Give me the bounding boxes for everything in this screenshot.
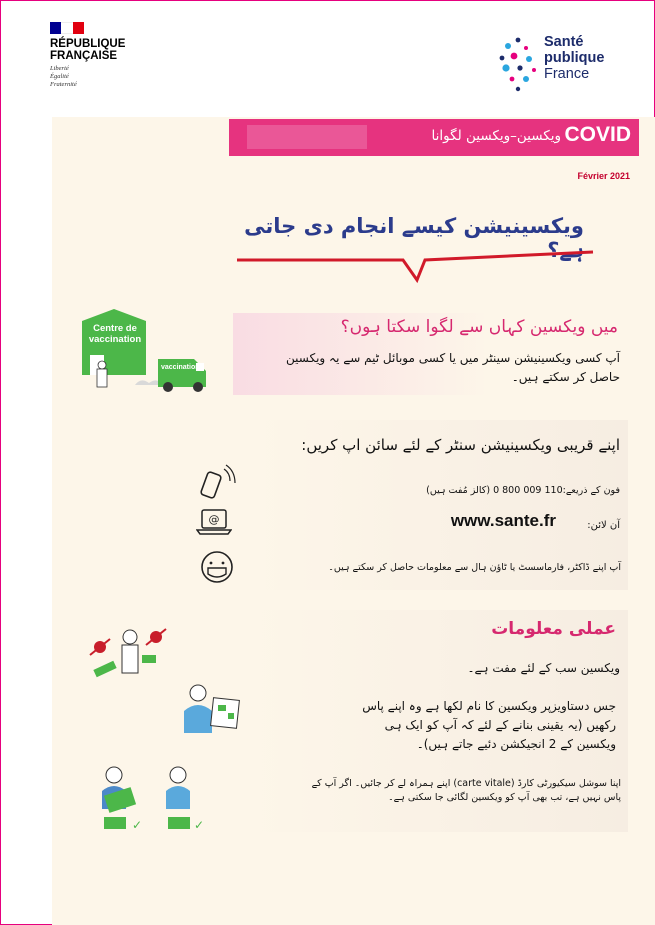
- vaccination-centre-illustration: [80, 307, 228, 393]
- covid-banner: [229, 119, 639, 156]
- people-with-carte-vitale-icon: [96, 765, 208, 833]
- speech-bubble-icon: [235, 248, 595, 284]
- rf-motto-line-2: Égalité: [50, 73, 69, 80]
- card-line-1: اپنا سوشل سیکیورٹی کارڈ (carte vitale) اپنے ہمراہ لے کر جائیں۔ اگر آپ کے: [311, 778, 621, 789]
- document-line-1: جس دستاویزپر ویکسین کا نام لکھا ہے وہ اپنے پاس: [362, 699, 616, 713]
- banner-accent-box: [247, 125, 367, 149]
- where-body-line-2: حاصل کر سکتے ہیں۔: [511, 370, 620, 384]
- where-body-line-1: آپ کسی ویکسینیشن سینٹر میں یا کسی موبائل ٹیم سے یہ ویکسین: [286, 351, 620, 365]
- masked-face-icon: [200, 550, 234, 584]
- banner-subtitle: ویکسین–ویکسین لگوانا: [431, 128, 561, 144]
- spf-line-1: Santé: [544, 34, 584, 50]
- sante-publique-france-logo: [496, 32, 626, 96]
- centre-label-line-1: Centre de: [93, 323, 137, 334]
- svg-text:@: @: [208, 513, 220, 526]
- doctor-text: آپ اپنے ڈاکٹر، فارماسسٹ یا ٹاؤن ہال سے معلومات حاصل کر سکتے ہیں۔: [328, 562, 621, 573]
- vaccination-centre-icon: [80, 307, 228, 393]
- mobile-phone-icon: [198, 463, 240, 503]
- card-line-2: پاس نہیں ہے، تب بھی آپ کو ویکسین لگائی جا سکتی ہے۔: [388, 792, 621, 803]
- french-flag-icon: [50, 22, 84, 34]
- spf-line-2: publique: [544, 50, 605, 66]
- where-heading: میں ویکسین کہاں سے لگوا سکتا ہوں؟: [340, 317, 618, 337]
- svg-text:✓: ✓: [132, 818, 143, 832]
- sante-publique-dots-icon: [496, 32, 542, 96]
- page-title: ویکسینیشن کیسے انجام دی جاتی ہے؟: [244, 214, 584, 262]
- centre-label-line-2: vaccination: [88, 334, 142, 345]
- phone-text: فون کے ذریعے:110 009 800 0 (کالز مُفت ہیں): [426, 485, 620, 496]
- person-with-document-icon: [182, 683, 240, 735]
- rf-name-line-1: RÉPUBLIQUE: [50, 38, 126, 50]
- free-text: ویکسین سب کے لئے مفت ہے۔: [467, 661, 620, 675]
- svg-text:✓: ✓: [194, 818, 205, 832]
- banner-covid-label: COVID: [564, 123, 631, 146]
- document-line-3: ویکسین کے 2 انجیکشن دئیے جاتے ہیں)۔: [416, 737, 616, 751]
- practical-heading: عملی معلومات: [491, 619, 616, 639]
- rf-name-line-2: FRANÇAISE: [50, 50, 118, 62]
- document-line-2: رکھیں (یہ یقینی بنانے کے لئے کہ آپ کو ایک ہی: [384, 718, 616, 732]
- online-label: آن لائن:: [587, 520, 620, 531]
- publication-date: Février 2021: [577, 171, 630, 181]
- republique-francaise-logo: [50, 22, 150, 89]
- rf-motto-line-3: Fraternité: [50, 81, 77, 88]
- rf-motto-line-1: Liberté: [50, 65, 69, 72]
- van-label: vaccination: [161, 364, 200, 371]
- signup-heading: اپنے قریبی ویکسینیشن سنٹر کے لئے سائن اپ کریں:: [301, 436, 620, 454]
- website-link[interactable]: www.sante.fr: [450, 511, 556, 530]
- spf-line-3: France: [544, 66, 590, 82]
- free-vaccine-illustration-icon: [86, 625, 172, 687]
- laptop-email-icon: [196, 508, 232, 536]
